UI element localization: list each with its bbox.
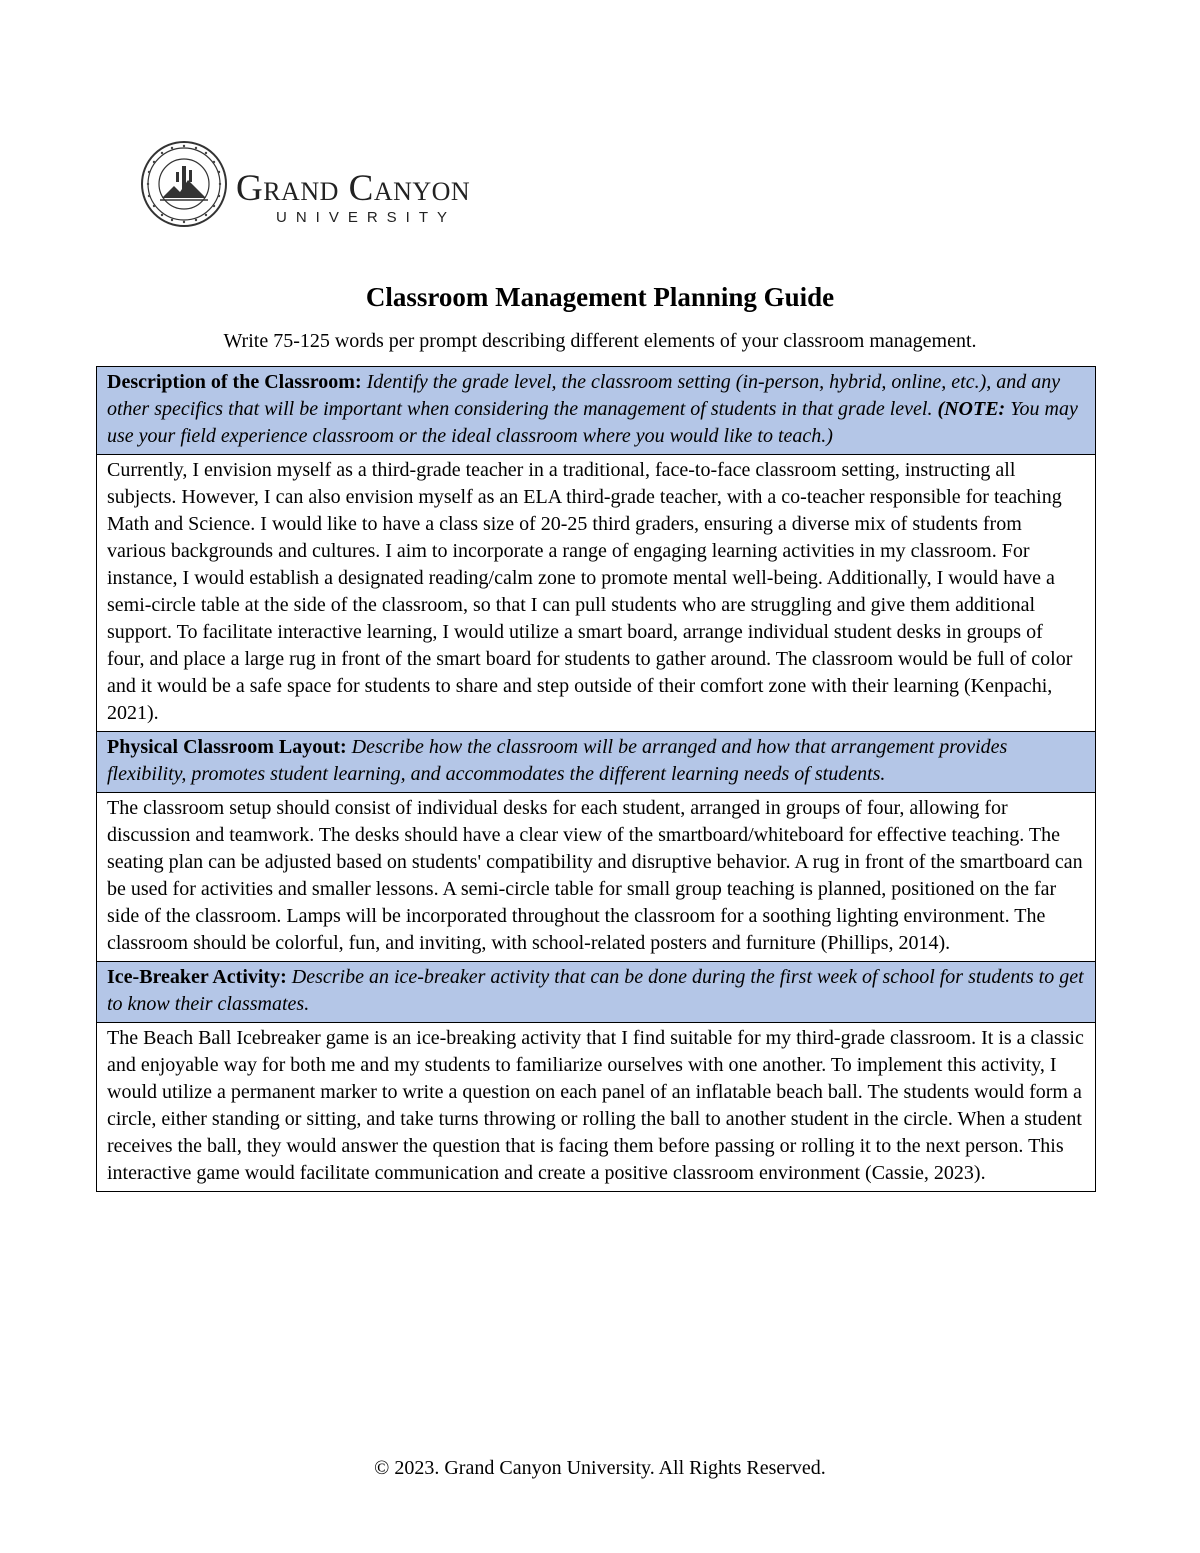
prompt-label: Ice-Breaker Activity: [107, 966, 287, 988]
university-subname: UNIVERSITY [276, 209, 457, 226]
response-cell: The classroom setup should consist of individual desks for each student, arranged in groups of four, allowing for discussion and teamwork. The desks should have a clear view of the smartboard/whiteboard for effective teaching. The seating plan can be adjusted based on students' compatibility and disruptive behavior. A rug in front of the smartboard can be used for activities and smaller lessons. A semi-circle table for small group teaching is planned, positioned on the far side of the classroom. Lamps will be incorporated throughout the classroom for a soothing lighting environment. The classroom should be colorful, fun, and inviting, with school-related posters and furniture (Phillips, 2014). [97, 793, 1096, 962]
response-row-classroom-description [97, 455, 1096, 732]
note-label: (NOTE: [937, 398, 1006, 420]
university-seal-icon [140, 140, 228, 228]
prompt-label: Description of the Classroom: [107, 371, 362, 393]
prompt-text: Describe how the classroom will be arranged and how that arrangement provides flexibility, promotes student learning, and accommodates the different learning needs of students. [107, 736, 1008, 785]
prompt-row-physical-layout [97, 732, 1096, 793]
prompt-cell [97, 732, 1096, 793]
prompt-text: Describe an ice-breaker activity that can be done during the first week of school for students to get to know their classmates. [107, 966, 1084, 1015]
prompt-cell [97, 962, 1096, 1023]
university-logo [140, 140, 540, 232]
university-name: Grand Canyon [236, 168, 471, 209]
university-wordmark [236, 170, 470, 228]
response-row-physical-layout [97, 793, 1096, 962]
prompt-cell [97, 367, 1096, 455]
response-cell: Currently, I envision myself as a third-grade teacher in a traditional, face-to-face classroom setting, instructing all subjects. However, I can also envision myself as an ELA third-grade teacher, with a co-teacher responsible for teaching Math and Science. I would like to have a class size of 20-25 third graders, ensuring a diverse mix of students from various backgrounds and cultures. I aim to incorporate a range of engaging learning activities in my classroom. For instance, I would establish a designated reading/calm zone to promote mental well-being. Additionally, I would have a semi-circle table at the side of the classroom, so that I can pull students who are struggling and give them additional support. To facilitate interactive learning, I would utilize a smart board, arrange individual student desks in groups of four, and place a large rug in front of the smart board for students to gather around. The classroom would be full of color and it would be a safe space for students to share and step outside of their comfort zone with their learning (Kenpachi, 2021). [97, 455, 1096, 732]
response-row-ice-breaker [97, 1023, 1096, 1192]
prompt-row-ice-breaker [97, 962, 1096, 1023]
note-text: You may use your field experience classroom or the ideal classroom where you would like to teach.) [107, 398, 1078, 447]
page-subtitle: Write 75-125 words per prompt describing different elements of your classroom management. [223, 330, 977, 352]
prompt-text: Identify the grade level, the classroom setting (in-person, hybrid, online, etc.), and any other specifics that will be important when considering the management of students in that grade level. [107, 371, 1061, 420]
response-cell: The Beach Ball Icebreaker game is an ice-breaking activity that I find suitable for my third-grade classroom. It is a classic and enjoyable way for both me and my students to familiarize ourselves with one another. To implement this activity, I would utilize a permanent marker to write a question on each panel of an inflatable beach ball. The students would form a circle, either standing or sitting, and take turns throwing or rolling the ball to another student in the circle. When a student receives the ball, they would answer the question that is facing them before passing or rolling it to the next person. This interactive game would facilitate communication and create a positive classroom environment (Cassie, 2023). [97, 1023, 1096, 1192]
copyright-footer: © 2023. Grand Canyon University. All Rights Reserved. [374, 1457, 826, 1479]
planning-guide-table [96, 366, 1096, 1192]
prompt-row-classroom-description [97, 367, 1096, 455]
prompt-label: Physical Classroom Layout: [107, 736, 347, 758]
page-title: Classroom Management Planning Guide [365, 282, 835, 312]
